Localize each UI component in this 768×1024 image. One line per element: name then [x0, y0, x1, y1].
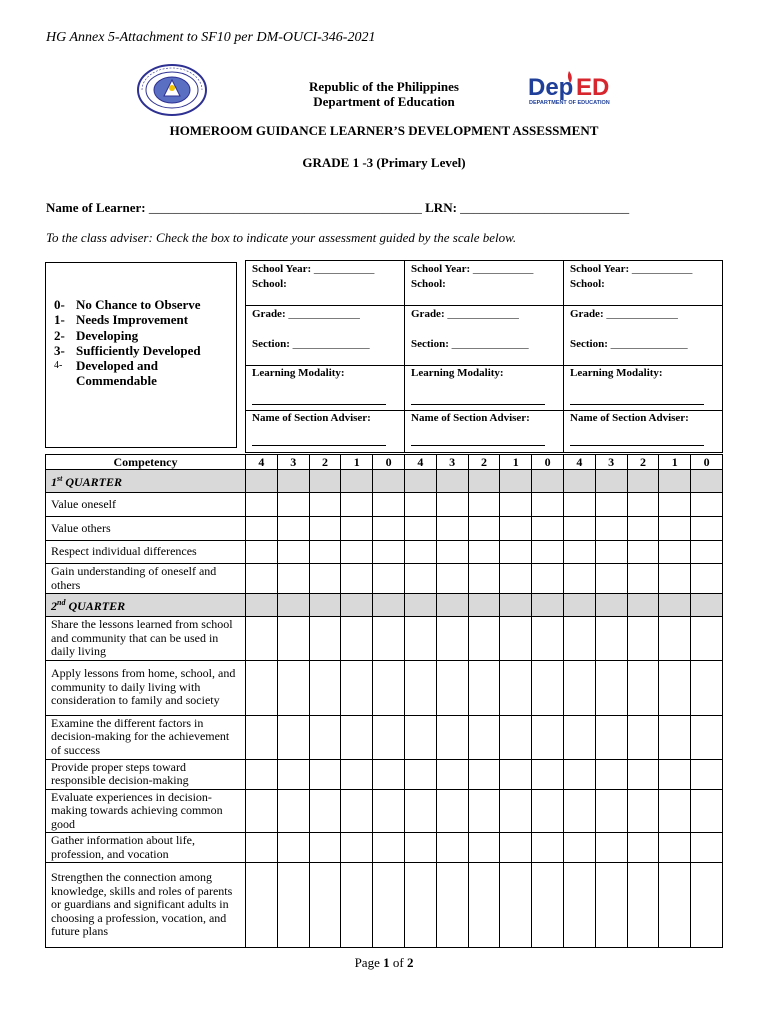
rating-checkbox-cell[interactable]: [595, 789, 627, 833]
learning-modality-field[interactable]: Learning Modality:: [570, 367, 663, 379]
rating-checkbox-cell[interactable]: [277, 564, 309, 594]
rating-checkbox-cell[interactable]: [532, 660, 564, 715]
rating-checkbox-cell[interactable]: [309, 715, 341, 759]
rating-checkbox-cell[interactable]: [277, 863, 309, 948]
rating-checkbox-cell[interactable]: [373, 617, 405, 661]
rating-checkbox-cell[interactable]: [404, 517, 436, 541]
competency-label: Apply lessons from home, school, and community to daily living with consideration to family and society: [46, 660, 246, 715]
rating-header: 3: [595, 455, 627, 470]
rating-checkbox-cell[interactable]: [277, 493, 309, 517]
deped-logo: [526, 68, 618, 108]
grade-level-title: GRADE 1 -3 (Primary Level): [302, 155, 466, 170]
rating-checkbox-cell[interactable]: [468, 564, 500, 594]
rating-checkbox-cell[interactable]: [595, 660, 627, 715]
rating-checkbox-cell[interactable]: [627, 715, 659, 759]
rating-checkbox-cell[interactable]: [532, 617, 564, 661]
rating-checkbox-cell[interactable]: [563, 660, 595, 715]
scale-item-4: 4- Developed and: [54, 358, 158, 374]
rating-checkbox-cell[interactable]: [341, 517, 373, 541]
rating-checkbox-cell[interactable]: [246, 517, 278, 541]
rating-checkbox-cell[interactable]: [532, 564, 564, 594]
school-year-field[interactable]: School Year: ___________: [570, 263, 693, 275]
rating-checkbox-cell[interactable]: [373, 833, 405, 863]
rating-checkbox-cell[interactable]: [563, 517, 595, 541]
rating-checkbox-cell[interactable]: [436, 660, 468, 715]
rating-header: 2: [627, 455, 659, 470]
competency-row: [46, 789, 723, 833]
rating-checkbox-cell[interactable]: [341, 617, 373, 661]
rating-checkbox-cell[interactable]: [373, 660, 405, 715]
rating-checkbox-cell[interactable]: [341, 660, 373, 715]
rating-checkbox-cell[interactable]: [563, 564, 595, 594]
section-field[interactable]: Section: ______________: [411, 338, 529, 350]
rating-checkbox-cell[interactable]: [691, 493, 723, 517]
competency-label: Share the lessons learned from school and community that can be used in daily living: [46, 617, 246, 661]
rating-checkbox-cell[interactable]: [532, 541, 564, 564]
competency-row: [46, 715, 723, 759]
scale-item-3: 3- Sufficiently Developed: [54, 342, 201, 358]
competency-row: [46, 660, 723, 715]
rating-checkbox-cell[interactable]: [246, 789, 278, 833]
rating-header: 4: [404, 455, 436, 470]
rating-checkbox-cell[interactable]: [691, 715, 723, 759]
rating-checkbox-cell[interactable]: [373, 863, 405, 948]
rating-checkbox-cell[interactable]: [468, 863, 500, 948]
rating-checkbox-cell[interactable]: [309, 541, 341, 564]
competency-label: Gather information about life, profession, and vocation: [46, 833, 246, 863]
rating-checkbox-cell[interactable]: [436, 759, 468, 789]
rating-checkbox-cell[interactable]: [691, 517, 723, 541]
quarter-header-cell: [468, 594, 500, 617]
competency-row: [46, 493, 723, 517]
competency-label: Provide proper steps toward responsible decision-making: [46, 759, 246, 789]
learner-info-line: [46, 200, 629, 216]
rating-header: 1: [341, 455, 373, 470]
rating-checkbox-cell[interactable]: [277, 789, 309, 833]
rating-checkbox-cell[interactable]: [595, 833, 627, 863]
rating-checkbox-cell[interactable]: [246, 833, 278, 863]
rating-header: 3: [277, 455, 309, 470]
rating-checkbox-cell[interactable]: [404, 715, 436, 759]
rating-checkbox-cell[interactable]: [627, 493, 659, 517]
rating-checkbox-cell[interactable]: [468, 759, 500, 789]
rating-checkbox-cell[interactable]: [500, 517, 532, 541]
rating-checkbox-cell[interactable]: [341, 759, 373, 789]
rating-checkbox-cell[interactable]: [627, 759, 659, 789]
modality-underline: [411, 391, 545, 405]
quarter-header-cell: [309, 470, 341, 493]
rating-checkbox-cell[interactable]: [659, 833, 691, 863]
rating-checkbox-cell[interactable]: [627, 833, 659, 863]
rating-checkbox-cell[interactable]: [532, 493, 564, 517]
rating-checkbox-cell[interactable]: [309, 759, 341, 789]
department-text: Department of Education: [313, 94, 455, 109]
rating-checkbox-cell[interactable]: [500, 833, 532, 863]
quarter-header-cell: [468, 470, 500, 493]
rating-header: 3: [436, 455, 468, 470]
rating-checkbox-cell[interactable]: [691, 660, 723, 715]
quarter-header-cell: [341, 470, 373, 493]
competency-label: Evaluate experiences in decision-making towards achieving common good: [46, 789, 246, 833]
rating-checkbox-cell[interactable]: [436, 833, 468, 863]
quarter-header-cell: [691, 470, 723, 493]
quarter-header-cell: [436, 594, 468, 617]
competency-row: [46, 564, 723, 594]
rating-checkbox-cell[interactable]: [309, 517, 341, 541]
rating-checkbox-cell[interactable]: [691, 833, 723, 863]
rating-checkbox-cell[interactable]: [691, 863, 723, 948]
rating-checkbox-cell[interactable]: [627, 863, 659, 948]
adviser-underline: [411, 432, 545, 446]
rating-checkbox-cell[interactable]: [468, 833, 500, 863]
rating-checkbox-cell[interactable]: [277, 517, 309, 541]
learning-modality-field[interactable]: Learning Modality:: [411, 367, 504, 379]
rating-header: 4: [563, 455, 595, 470]
rating-checkbox-cell[interactable]: [691, 759, 723, 789]
rating-checkbox-cell[interactable]: [659, 617, 691, 661]
deped-seal-icon: [136, 64, 208, 116]
rating-checkbox-cell[interactable]: [341, 564, 373, 594]
school-field[interactable]: School:: [252, 278, 287, 290]
info-column-1: [246, 261, 405, 452]
rating-checkbox-cell[interactable]: [404, 863, 436, 948]
rating-checkbox-cell[interactable]: [532, 759, 564, 789]
rating-checkbox-cell[interactable]: [659, 759, 691, 789]
rating-checkbox-cell[interactable]: [277, 541, 309, 564]
rating-header: 0: [691, 455, 723, 470]
rating-checkbox-cell[interactable]: [659, 541, 691, 564]
rating-header: 2: [309, 455, 341, 470]
rating-checkbox-cell[interactable]: [309, 863, 341, 948]
rating-checkbox-cell[interactable]: [404, 617, 436, 661]
rating-checkbox-cell[interactable]: [341, 863, 373, 948]
rating-checkbox-cell[interactable]: [309, 833, 341, 863]
rating-header: 2: [468, 455, 500, 470]
scale-item-0: 0- No Chance to Observe: [54, 297, 201, 312]
rating-checkbox-cell[interactable]: [436, 715, 468, 759]
rating-checkbox-cell[interactable]: [468, 517, 500, 541]
competency-row: [46, 863, 723, 948]
rating-checkbox-cell[interactable]: [468, 789, 500, 833]
rating-checkbox-cell[interactable]: [373, 564, 405, 594]
quarter-header-cell: [373, 594, 405, 617]
rating-checkbox-cell[interactable]: [659, 660, 691, 715]
deped-logo-subtext: DEPARTMENT OF EDUCATION: [529, 100, 610, 106]
rating-checkbox-cell[interactable]: [627, 660, 659, 715]
quarter-header-cell: [595, 470, 627, 493]
rating-checkbox-cell[interactable]: [246, 493, 278, 517]
rating-checkbox-cell[interactable]: [373, 759, 405, 789]
competency-header-row: [46, 455, 723, 470]
rating-checkbox-cell[interactable]: [500, 660, 532, 715]
learner-name-label: Name of Learner:: [46, 200, 146, 215]
rating-checkbox-cell[interactable]: [373, 715, 405, 759]
rating-header: 1: [659, 455, 691, 470]
school-year-field[interactable]: School Year: ___________: [411, 263, 534, 275]
rating-checkbox-cell[interactable]: [627, 541, 659, 564]
quarter-label: 2nd QUARTER: [46, 594, 246, 617]
rating-checkbox-cell[interactable]: [532, 789, 564, 833]
rating-checkbox-cell[interactable]: [563, 617, 595, 661]
rating-checkbox-cell[interactable]: [500, 493, 532, 517]
school-year-info-grid: [245, 260, 723, 453]
rating-checkbox-cell[interactable]: [277, 617, 309, 661]
rating-checkbox-cell[interactable]: [563, 833, 595, 863]
rating-checkbox-cell[interactable]: [373, 789, 405, 833]
rating-checkbox-cell[interactable]: [277, 759, 309, 789]
rating-scale-legend: [45, 262, 237, 448]
rating-checkbox-cell[interactable]: [373, 493, 405, 517]
rating-checkbox-cell[interactable]: [468, 541, 500, 564]
school-underline: [411, 292, 545, 306]
scale-item-4-cont: Commendable: [76, 373, 157, 389]
rating-checkbox-cell[interactable]: [500, 617, 532, 661]
republic-text: Republic of the Philippines: [309, 79, 459, 94]
rating-checkbox-cell[interactable]: [404, 564, 436, 594]
rating-checkbox-cell[interactable]: [627, 517, 659, 541]
rating-checkbox-cell[interactable]: [309, 493, 341, 517]
section-field[interactable]: Section: ______________: [252, 338, 370, 350]
quarter-header-cell: [436, 470, 468, 493]
rating-checkbox-cell[interactable]: [277, 660, 309, 715]
quarter-header-cell: [404, 470, 436, 493]
rating-checkbox-cell[interactable]: [500, 715, 532, 759]
quarter-header-cell: [277, 594, 309, 617]
quarter-header-cell: [246, 594, 278, 617]
rating-checkbox-cell[interactable]: [563, 715, 595, 759]
school-year-field[interactable]: School Year: ___________: [252, 263, 375, 275]
rating-checkbox-cell[interactable]: [404, 789, 436, 833]
rating-checkbox-cell[interactable]: [468, 660, 500, 715]
current-page: 1: [383, 955, 390, 970]
learning-modality-field[interactable]: Learning Modality:: [252, 367, 345, 379]
rating-checkbox-cell[interactable]: [659, 517, 691, 541]
rating-header: 0: [373, 455, 405, 470]
quarter-header-cell: [309, 594, 341, 617]
rating-checkbox-cell[interactable]: [404, 759, 436, 789]
competency-header: Competency: [46, 455, 246, 470]
school-underline: [252, 292, 386, 306]
grade-field[interactable]: Grade: _____________: [252, 308, 360, 320]
rating-checkbox-cell[interactable]: [246, 617, 278, 661]
rating-checkbox-cell[interactable]: [595, 493, 627, 517]
school-field[interactable]: School:: [411, 278, 446, 290]
rating-checkbox-cell[interactable]: [404, 493, 436, 517]
rating-checkbox-cell[interactable]: [404, 833, 436, 863]
rating-header: 4: [246, 455, 278, 470]
rating-checkbox-cell[interactable]: [691, 564, 723, 594]
rating-checkbox-cell[interactable]: [309, 660, 341, 715]
rating-checkbox-cell[interactable]: [309, 564, 341, 594]
rating-checkbox-cell[interactable]: [436, 541, 468, 564]
rating-checkbox-cell[interactable]: [532, 833, 564, 863]
competency-table: [45, 454, 723, 948]
rating-checkbox-cell[interactable]: [532, 715, 564, 759]
rating-checkbox-cell[interactable]: [691, 541, 723, 564]
rating-checkbox-cell[interactable]: [436, 517, 468, 541]
rating-checkbox-cell[interactable]: [595, 517, 627, 541]
rating-checkbox-cell[interactable]: [627, 564, 659, 594]
learner-name-field[interactable]: __________________________________________: [148, 200, 422, 215]
quarter-header-cell: [563, 470, 595, 493]
competency-label: Strengthen the connection among knowledge, skills and roles of parents or guardians and significant adults in choosing a profession, vocation, and future plans: [46, 863, 246, 948]
rating-checkbox-cell[interactable]: [277, 715, 309, 759]
rating-checkbox-cell[interactable]: [500, 759, 532, 789]
rating-checkbox-cell[interactable]: [595, 564, 627, 594]
adviser-underline: [570, 432, 704, 446]
rating-checkbox-cell[interactable]: [436, 863, 468, 948]
rating-checkbox-cell[interactable]: [659, 564, 691, 594]
adviser-underline: [252, 432, 386, 446]
annex-reference: HG Annex 5-Attachment to SF10 per DM-OUCI-346-2021: [46, 30, 376, 45]
quarter-header-cell: [691, 594, 723, 617]
quarter-header-cell: [659, 594, 691, 617]
quarter-label: 1st QUARTER: [46, 470, 246, 493]
scale-item-1: 1- Needs Improvement: [54, 312, 189, 328]
rating-checkbox-cell[interactable]: [627, 789, 659, 833]
section-adviser-field[interactable]: Name of Section Adviser:: [252, 412, 371, 424]
rating-checkbox-cell[interactable]: [563, 759, 595, 789]
rating-checkbox-cell[interactable]: [563, 541, 595, 564]
lrn-field[interactable]: __________________________: [460, 200, 630, 215]
quarter-header-cell: [627, 594, 659, 617]
total-pages: 2: [406, 955, 414, 970]
rating-checkbox-cell[interactable]: [341, 715, 373, 759]
rating-checkbox-cell[interactable]: [468, 493, 500, 517]
rating-checkbox-cell[interactable]: [309, 617, 341, 661]
grade-field[interactable]: Grade: _____________: [570, 308, 678, 320]
rating-checkbox-cell[interactable]: [659, 863, 691, 948]
rating-checkbox-cell[interactable]: [500, 863, 532, 948]
rating-checkbox-cell[interactable]: [691, 617, 723, 661]
quarter-header-cell: [627, 470, 659, 493]
section-adviser-field[interactable]: Name of Section Adviser:: [570, 412, 689, 424]
competency-label: Examine the different factors in decision-making for the achievement of success: [46, 715, 246, 759]
rating-checkbox-cell[interactable]: [277, 833, 309, 863]
svg-text:ED: ED: [576, 74, 610, 101]
modality-underline: [252, 391, 386, 405]
rating-checkbox-cell[interactable]: [246, 541, 278, 564]
rating-checkbox-cell[interactable]: [436, 789, 468, 833]
quarter-header-cell: [532, 594, 564, 617]
competency-row: [46, 617, 723, 661]
rating-checkbox-cell[interactable]: [563, 789, 595, 833]
rating-checkbox-cell[interactable]: [341, 833, 373, 863]
rating-checkbox-cell[interactable]: [595, 541, 627, 564]
rating-checkbox-cell[interactable]: [246, 715, 278, 759]
rating-checkbox-cell[interactable]: [595, 863, 627, 948]
quarter-header-cell: [595, 594, 627, 617]
rating-checkbox-cell[interactable]: [595, 759, 627, 789]
competency-row: [46, 517, 723, 541]
rating-checkbox-cell[interactable]: [341, 541, 373, 564]
quarter-header-cell: [277, 470, 309, 493]
quarter-1-row: [46, 470, 723, 493]
rating-checkbox-cell[interactable]: [436, 564, 468, 594]
quarter-header-cell: [246, 470, 278, 493]
rating-checkbox-cell[interactable]: [404, 541, 436, 564]
rating-checkbox-cell[interactable]: [246, 863, 278, 948]
section-adviser-field[interactable]: Name of Section Adviser:: [411, 412, 530, 424]
quarter-header-cell: [404, 594, 436, 617]
rating-checkbox-cell[interactable]: [595, 617, 627, 661]
lrn-label: LRN:: [425, 200, 457, 215]
quarter-header-cell: [373, 470, 405, 493]
rating-checkbox-cell[interactable]: [246, 759, 278, 789]
quarter-header-cell: [500, 470, 532, 493]
deped-logo-text: Dep: [528, 74, 574, 101]
rating-checkbox-cell[interactable]: [436, 617, 468, 661]
rating-checkbox-cell[interactable]: [532, 863, 564, 948]
competency-row: [46, 759, 723, 789]
competency-label: Value others: [46, 517, 246, 541]
rating-checkbox-cell[interactable]: [659, 493, 691, 517]
grade-field[interactable]: Grade: _____________: [411, 308, 519, 320]
rating-checkbox-cell[interactable]: [404, 660, 436, 715]
rating-checkbox-cell[interactable]: [309, 789, 341, 833]
info-column-3: [564, 261, 722, 452]
rating-checkbox-cell[interactable]: [595, 715, 627, 759]
quarter-header-cell: [500, 594, 532, 617]
rating-checkbox-cell[interactable]: [500, 789, 532, 833]
rating-checkbox-cell[interactable]: [341, 789, 373, 833]
info-column-2: [405, 261, 564, 452]
rating-checkbox-cell[interactable]: [659, 715, 691, 759]
scale-item-2: 2- Developing: [54, 327, 139, 343]
competency-label: Value oneself: [46, 493, 246, 517]
quarter-header-cell: [563, 594, 595, 617]
rating-checkbox-cell[interactable]: [373, 517, 405, 541]
rating-checkbox-cell[interactable]: [563, 863, 595, 948]
rating-checkbox-cell[interactable]: [468, 715, 500, 759]
rating-checkbox-cell[interactable]: [468, 617, 500, 661]
rating-checkbox-cell[interactable]: [532, 517, 564, 541]
rating-checkbox-cell[interactable]: [373, 541, 405, 564]
rating-checkbox-cell[interactable]: [436, 493, 468, 517]
rating-checkbox-cell[interactable]: [500, 564, 532, 594]
section-field[interactable]: Section: ______________: [570, 338, 688, 350]
quarter-header-cell: [532, 470, 564, 493]
modality-underline: [570, 391, 704, 405]
rating-checkbox-cell[interactable]: [341, 493, 373, 517]
rating-checkbox-cell[interactable]: [563, 493, 595, 517]
quarter-2-row: [46, 594, 723, 617]
form-title: HOMEROOM GUIDANCE LEARNER’S DEVELOPMENT ASSESSMENT: [169, 123, 599, 138]
rating-header: 1: [500, 455, 532, 470]
rating-checkbox-cell[interactable]: [691, 789, 723, 833]
competency-row: [46, 833, 723, 863]
competency-label: Gain understanding of oneself and others: [46, 564, 246, 594]
competency-row: [46, 541, 723, 564]
school-underline: [570, 292, 704, 306]
school-field[interactable]: School:: [570, 278, 605, 290]
competency-label: Respect individual differences: [46, 541, 246, 564]
rating-checkbox-cell[interactable]: [246, 564, 278, 594]
instruction-text: To the class adviser: Check the box to indicate your assessment guided by the scale below.: [46, 230, 517, 245]
rating-checkbox-cell[interactable]: [246, 660, 278, 715]
quarter-header-cell: [341, 594, 373, 617]
page-footer: Page 1 of 2: [354, 955, 414, 970]
rating-checkbox-cell[interactable]: [627, 617, 659, 661]
rating-checkbox-cell[interactable]: [659, 789, 691, 833]
rating-checkbox-cell[interactable]: [500, 541, 532, 564]
rating-header: 0: [532, 455, 564, 470]
quarter-header-cell: [659, 470, 691, 493]
